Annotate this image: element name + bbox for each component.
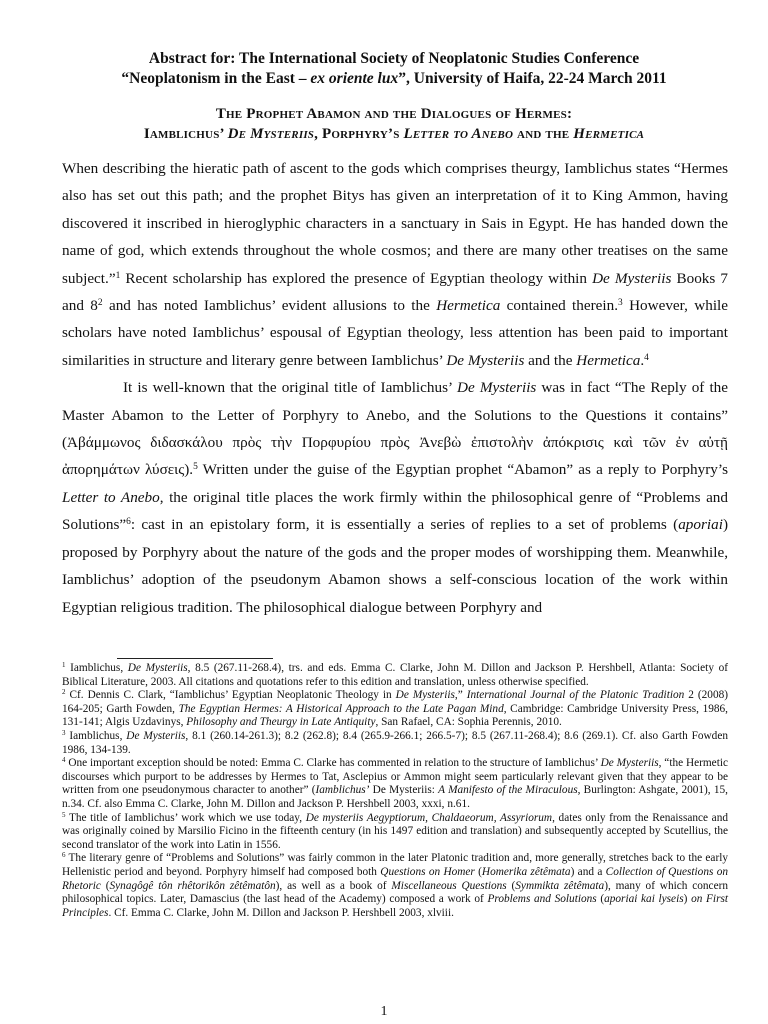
footnote-ref: 4 bbox=[62, 756, 66, 765]
text-run: , Burlington: Ashgate, 2001), 15, n.34. Cf. also Emma C. Clarke, John M. Dillon and Jackson P. Hershbell 2003, xxxi, n.61. bbox=[62, 784, 728, 810]
text-run: ( bbox=[596, 893, 605, 906]
italic-text: Miscellaneous Questions bbox=[391, 879, 507, 892]
text-run: , dates only from the Renaissance and was originally coined by Marsilio Ficino in the fifteenth century (in his 1497 edition and translation) and subsequently accepted by Scutellius, the second translator of the work into Latin in 1556. bbox=[62, 811, 728, 851]
footnote-ref: 5 bbox=[62, 810, 66, 819]
italic-text: De Mysteriis bbox=[227, 126, 315, 142]
text-run: and the bbox=[524, 351, 577, 369]
italic-text: The Egyptian Hermes: A Historical Approach to the Late Pagan Mind bbox=[178, 702, 504, 715]
italic-text: De Mysteriis bbox=[457, 379, 537, 397]
body-paragraph bbox=[62, 155, 728, 374]
italic-text: Letter to Anebo bbox=[403, 126, 514, 142]
text-run: ) and a bbox=[570, 865, 606, 878]
italic-text: De Mysteriis bbox=[600, 757, 659, 770]
italic-text: Iamblichus’ bbox=[315, 784, 370, 797]
italic-text: De Mysteriis bbox=[126, 729, 186, 742]
text-run: , “the Hermetic discourses which purport to be addresses by Hermes to Tat, Asclepius or Ammon might seem particularly relevant given that they appear to be written from one pseudonymous character to another” ( bbox=[62, 757, 728, 797]
italic-text: aporiai bbox=[678, 516, 723, 534]
text-run: ( bbox=[100, 879, 110, 892]
italic-text: De Mysteriis bbox=[592, 269, 672, 287]
conference-line-2-italic: ex oriente lux bbox=[310, 70, 399, 87]
paper-title-line-2 bbox=[60, 124, 728, 144]
italic-text: Hermetica bbox=[573, 126, 645, 142]
text-run: One important exception should be noted: Emma C. Clarke has commented in relation to the structure of Iamblichus’ bbox=[65, 757, 601, 770]
text-run: , 8.5 (267.11-268.4), trs. and eds. Emma C. Clarke, John M. Dillon and Jackson P. Hershbell, Atlanta: Society of Biblical Literature, 2003. All citations and quotations refer to this edition and translation, unless otherwise specified. bbox=[62, 662, 729, 688]
italic-text: Collection of Questions on Rhetoric bbox=[62, 865, 728, 892]
text-run: It is well-known that the original title of Iamblichus’ bbox=[123, 379, 458, 397]
text-run: contained therein. bbox=[500, 297, 619, 315]
text-run: . Cf. Emma C. Clarke, John M. Dillon and Jackson P. Hershbell 2003, xlviii. bbox=[108, 906, 454, 919]
text-run: ), as well as a book of bbox=[275, 879, 392, 892]
text-run: The title of Iamblichus’ work which we use today, bbox=[65, 811, 306, 824]
text-run: ( bbox=[474, 865, 482, 878]
text-run: . bbox=[640, 351, 645, 369]
text-run: Written under the guise of the Egyptian prophet “Abamon” as a reply to Porphyry’s bbox=[197, 461, 728, 479]
footnote bbox=[62, 757, 728, 811]
footnote-ref: 6 bbox=[62, 851, 66, 860]
text-run: , 8.1 (260.14-261.3); 8.2 (262.8); 8.4 (265.9-266.1; 266.5-7); 8.5 (267.11-268.4); 8.6 (269.1). Cf. also Garth Fowden 1986, 134-139. bbox=[62, 729, 728, 756]
footnote bbox=[62, 689, 728, 730]
italic-text: Hermetica bbox=[576, 351, 641, 369]
text-run: Iamblichus, bbox=[65, 729, 127, 742]
italic-text: Questions on Homer bbox=[380, 865, 475, 878]
footnote bbox=[62, 852, 728, 920]
footnote-ref: 6 bbox=[126, 517, 131, 528]
conference-line-1: Abstract for: The International Society of Neoplatonic Studies Conference bbox=[148, 50, 640, 67]
conference-line-2 bbox=[60, 69, 728, 89]
italic-text: Symmikta zêtêmata bbox=[515, 879, 605, 892]
page-number: 1 bbox=[380, 1004, 388, 1019]
text-run: : cast in an epistolary form, it is essentially a series of replies to a set of problems ( bbox=[130, 516, 679, 534]
italic-text: Synagôgê tôn rhêtorikôn zêtêmatôn bbox=[109, 879, 276, 892]
text-run: ,” bbox=[454, 689, 467, 702]
italic-text: on First Principles bbox=[62, 893, 728, 919]
italic-text: De Mysteriis bbox=[127, 662, 188, 674]
italic-text: aporiai kai lyseis bbox=[604, 893, 684, 906]
italic-text: Philosophy and Theurgy in Late Antiquity bbox=[186, 716, 376, 729]
footnote bbox=[62, 662, 728, 689]
text-run: The literary genre of “Problems and Solutions” was fairly common in the later Platonic tradition and, more generally, stretches back to the early Hellenistic period and beyond. Porphyry himself had composed both bbox=[62, 852, 728, 878]
text-run: However, while scholars have noted Iamblichus’ espousal of Egyptian theology, less attention has been paid to important similarities in structure and literary genre between Iamblichus’ bbox=[62, 297, 729, 369]
footnote-separator bbox=[117, 658, 273, 659]
text-run: De Mysteriis: bbox=[369, 784, 439, 797]
text-run: ( bbox=[506, 879, 516, 892]
footnote-ref: 1 bbox=[62, 661, 66, 670]
text-run: and has noted Iamblichus’ evident allusions to the bbox=[102, 297, 437, 315]
text-run: Recent scholarship has explored the presence of Egyptian theology within bbox=[120, 269, 593, 287]
italic-text: De Mysteriis bbox=[395, 689, 455, 702]
italic-text: Hermetica bbox=[436, 297, 501, 315]
text-run: , Porphyry’s bbox=[314, 126, 404, 142]
footnote-ref: 2 bbox=[62, 688, 66, 697]
italic-text: Letter to Anebo bbox=[62, 488, 160, 506]
body-paragraph bbox=[62, 374, 728, 621]
text-run: , the original title places the work firmly within the philosophical genre of “Problems and Solutions” bbox=[62, 488, 728, 534]
text-run: and the bbox=[513, 126, 574, 142]
footnote-ref: 1 bbox=[115, 270, 121, 281]
text-run: was in fact “The Reply of the Master Abamon to the Letter of Porphyry to Anebo, and the Solutions to the Questions it contains” (Ἀβάμμωνος διδασκάλου πρὸς τὴν Πορφυρίου πρὸς Ἀνεβὼ ἐπιστολὴν ἀπόκρισις καὶ τῶν ἐν αὐτῇ ἀπορημάτων λύσεις). bbox=[62, 379, 728, 479]
footnote bbox=[62, 812, 728, 853]
text-run: ) proposed by Porphyry about the nature of the gods and the proper modes of worshipping them. Meanwhile, Iamblichus’ adoption of the pseudonym Abamon shows a self-conscious location of the work within Egyptian religious tradition. The philosophical dialogue between Porphyry and bbox=[62, 516, 728, 616]
text-run: ), many of which concern philosophical topics. Later, Damascius (the last head of the Academy) composed a work of bbox=[62, 879, 728, 906]
footnote-ref: 5 bbox=[193, 462, 198, 473]
footnote-ref: 3 bbox=[618, 297, 623, 308]
text-run: Iamblichus, bbox=[65, 662, 128, 674]
italic-text: De Mysteriis bbox=[446, 351, 525, 369]
italic-text: A Manifesto of the Miraculous bbox=[438, 784, 578, 797]
italic-text: International Journal of the Platonic Tradition bbox=[466, 689, 685, 702]
text-run: 2 (2008) 164-205; Garth Fowden, bbox=[62, 689, 728, 715]
text-run: Cf. Dennis C. Clark, “Iamblichus’ Egyptian Neoplatonic Theology in bbox=[65, 689, 396, 702]
conference-line-2-pre: “Neoplatonism in the East – bbox=[121, 70, 311, 87]
paper-title bbox=[60, 104, 728, 144]
text-run: , Cambridge: Cambridge University Press, 1986, 131-141; Algis Uzdavinys, bbox=[62, 702, 728, 729]
footnote-ref: 3 bbox=[62, 729, 66, 738]
body-text bbox=[62, 155, 728, 621]
italic-text: Problems and Solutions bbox=[487, 893, 597, 906]
text-run: Iamblichus’ bbox=[143, 126, 228, 142]
footnotes bbox=[62, 662, 728, 920]
paper-title-line-1: The Prophet Abamon and the Dialogues of Hermes: bbox=[215, 106, 573, 122]
text-run: , San Rafael, CA: Sophia Perennis, 2010. bbox=[375, 716, 562, 729]
text-run: ) bbox=[683, 893, 692, 906]
footnote bbox=[62, 730, 728, 757]
conference-header bbox=[60, 49, 728, 89]
italic-text: De mysteriis Aegyptiorum, Chaldaeorum, Assyriorum bbox=[305, 811, 553, 824]
footnote-ref: 2 bbox=[97, 297, 103, 308]
text-run: Books 7 and 8 bbox=[62, 269, 728, 315]
text-run: When describing the hieratic path of ascent to the gods which comprises theurgy, Iamblichus states “Hermes also has set out this path; and the prophet Bitys has given an interpretation of it to King Ammon, having discovered it inscribed in hieroglyphic characters in a sanctuary in Sais in Egypt. He has handed down the name of god, which extends throughout the whole cosmos; and there are many other treatises on the same subject.” bbox=[62, 160, 728, 287]
footnote-ref: 4 bbox=[644, 352, 649, 363]
italic-text: Homerika zêtêmata bbox=[481, 865, 571, 878]
conference-line-2-post: ”, University of Haifa, 22-24 March 2011 bbox=[398, 70, 667, 87]
